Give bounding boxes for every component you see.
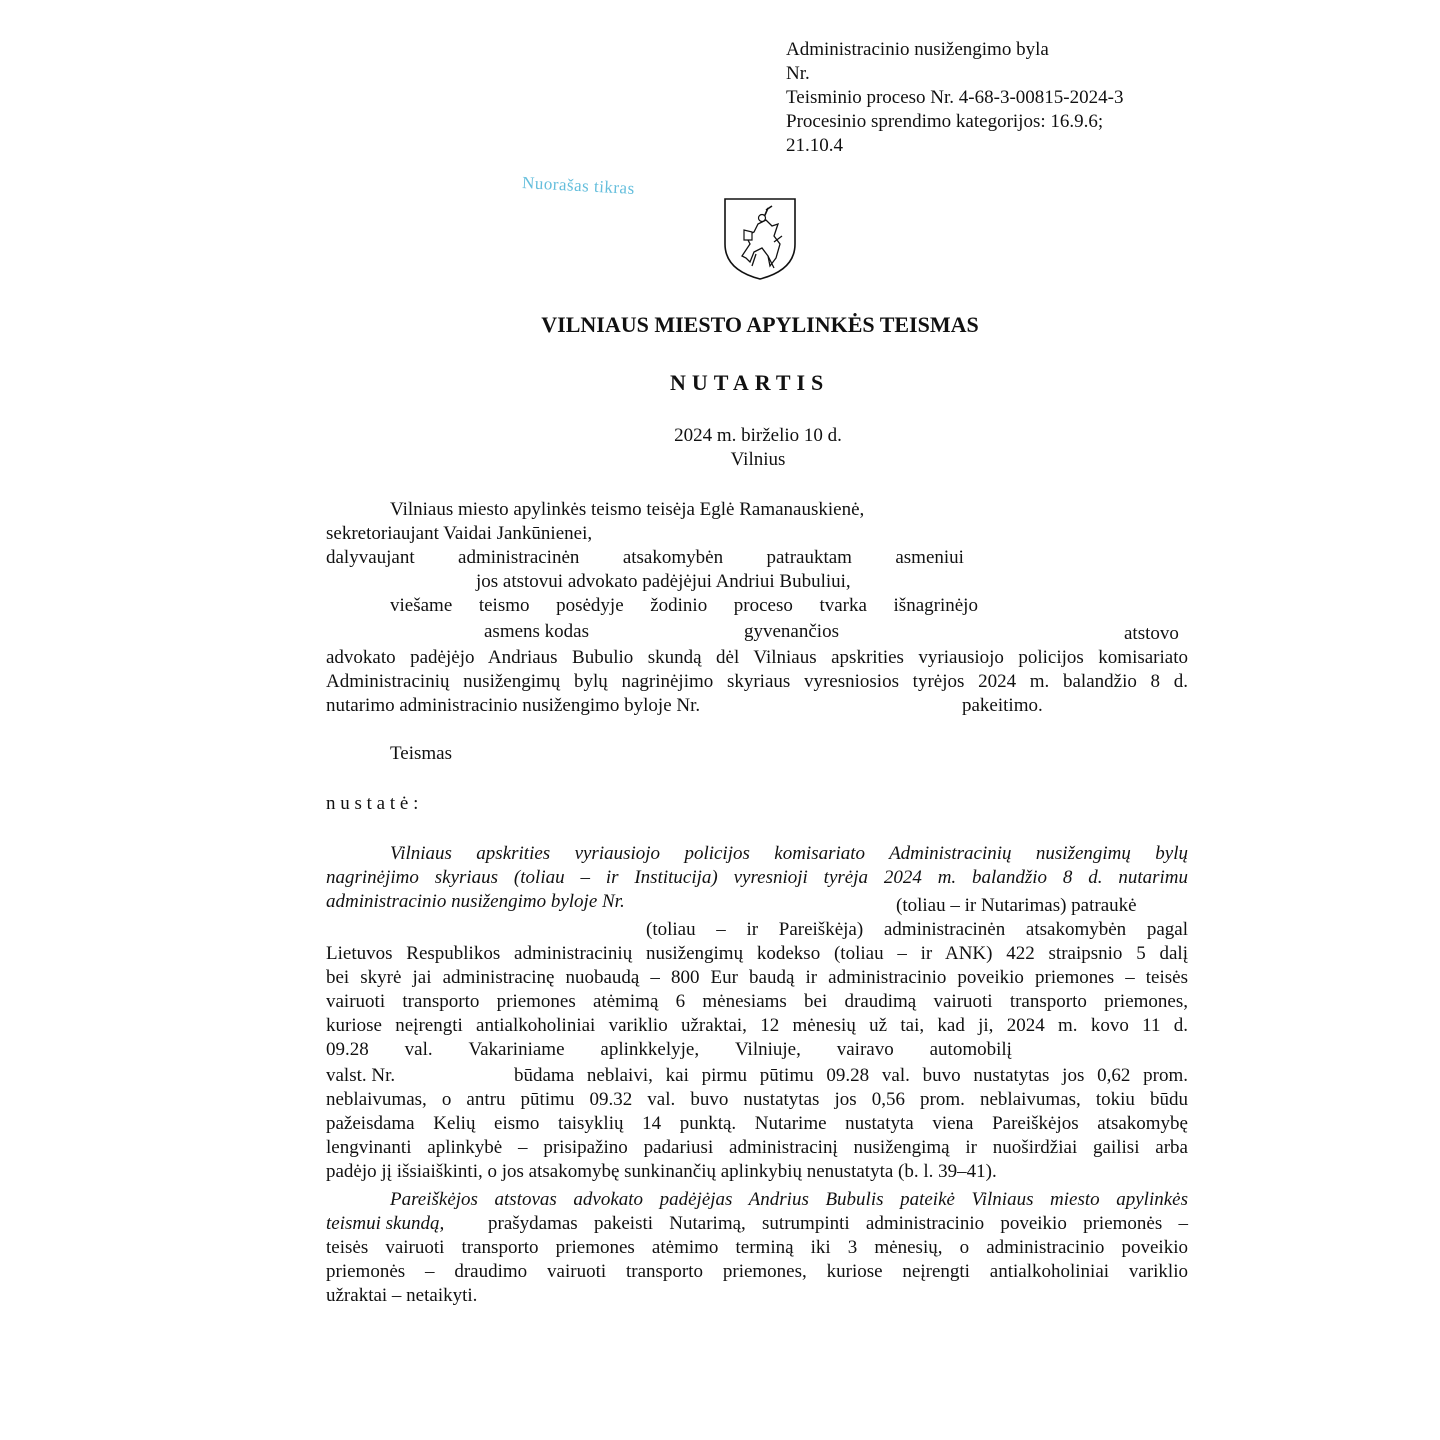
teismas-label: Teismas xyxy=(390,743,452,764)
p1-line-9 xyxy=(326,1038,1012,1062)
intro-line-1: Vilniaus miesto apylinkės teismo teisėja Eglė Ramanauskienė, xyxy=(390,499,865,520)
intro-word: tvarka xyxy=(819,595,867,616)
p2-line-3: teisės vairuoti transporto priemones atėmimo terminą iki 3 mėnesių, o administracinio poveikio xyxy=(326,1237,1188,1258)
intro-word: asmeniui xyxy=(895,547,964,568)
certified-copy-stamp: Nuorašas tikras xyxy=(521,173,636,198)
p1-line-3-a: administracinio nusižengimo byloje Nr. xyxy=(326,891,625,912)
p1-line-1: Vilniaus apskrities vyriausiojo policijos komisariato Administracinių nusižengimų bylų xyxy=(390,843,1188,864)
intro-word: dalyvaujant xyxy=(326,547,415,568)
court-name xyxy=(0,312,1440,338)
p1-line-10-a: valst. Nr. xyxy=(326,1065,396,1086)
document-date: 2024 m. birželio 10 d. xyxy=(674,425,842,446)
intro-line-8: Administracinių nusižengimų bylų nagrinėjimo skyriaus vyresniosios tyrėjos 2024 m. balandžio 8 d. xyxy=(326,671,1188,692)
intro-line-2: sekretoriaujant Vaidai Jankūnienei, xyxy=(326,523,593,544)
p1-line-5: Lietuvos Respublikos administracinių nusižengimų kodekso (toliau – ir ANK) 422 straipsnio 5 dalį xyxy=(326,943,1188,964)
p1-word: vairavo xyxy=(836,1039,894,1060)
p2-line-2-rest: prašydamas pakeisti Nutarimą, sutrumpinti administracinio poveikio priemonės – xyxy=(488,1213,1188,1234)
p1-word: automobilį xyxy=(929,1039,1012,1060)
category-line-2: 21.10.4 xyxy=(786,135,843,156)
intro-line-4: jos atstovui advokato padėjėjui Andriui Bubuliui, xyxy=(476,571,851,592)
p1-line-3-b: (toliau – ir Nutarimas) patraukė xyxy=(896,895,1137,916)
intro-line-5 xyxy=(390,594,978,618)
p1-line-2: nagrinėjimo skyriaus (toliau – ir Institucija) vyresnioji tyrėja 2024 m. balandžio 8 d. nutarimu xyxy=(326,867,1188,888)
intro-word: viešame xyxy=(390,595,453,616)
p1-line-13: lengvinanti aplinkybė – prisipažino padariusi administracinį nusižengimą ir nuoširdžiai gailisi arba xyxy=(326,1137,1188,1158)
case-number-label: Nr. xyxy=(786,63,810,84)
intro-word: posėdyje xyxy=(556,595,624,616)
case-header xyxy=(786,38,1123,158)
intro-word: teismo xyxy=(478,595,530,616)
p2-line-2-italic: teismui skundą, xyxy=(326,1213,445,1234)
p1-line-7: vairuoti transporto priemones atėmimą 6 mėnesiams bei draudimą vairuoti transporto priemones, xyxy=(326,991,1188,1012)
p2-line-2 xyxy=(326,1212,1188,1236)
intro-line-7: advokato padėjėjo Andriaus Bubulio skundą dėl Vilniaus apskrities vyriausiojo policijos komisariato xyxy=(326,647,1188,668)
p1-line-6: bei skyrė jai administracinę nuobaudą – 800 Eur baudą ir administracinio poveikio priemones – teisės xyxy=(326,967,1188,988)
intro-word: patrauktam xyxy=(766,547,852,568)
p1-word: aplinkkelyje, xyxy=(600,1039,700,1060)
p1-line-8: kuriose neįrengti antialkoholiniai variklio užraktai, 12 mėnesių už tai, kad ji, 2024 m. kovo 11 d. xyxy=(326,1015,1188,1036)
intro-word: atsakomybėn xyxy=(622,547,724,568)
p1-word: Vilniuje, xyxy=(734,1039,801,1060)
case-label: Administracinio nusižengimo byla xyxy=(786,39,1049,60)
coat-of-arms-icon xyxy=(722,196,798,282)
p2-line-4: priemonės – draudimo vairuoti transporto priemones, kuriose neįrengti antialkoholiniai variklio xyxy=(326,1261,1188,1282)
court-name-text: VILNIAUS MIESTO APYLINKĖS TEISMAS xyxy=(541,312,979,337)
intro-word: išnagrinėjo xyxy=(893,595,978,616)
intro-line-3 xyxy=(326,546,964,570)
intro-word: žodinio xyxy=(650,595,708,616)
p1-line-14: padėjo jį išsiaiškinti, o jos atsakomybę sunkinančių aplinkybių nenustatyta (b. l. 39–41). xyxy=(326,1161,997,1182)
p1-word: val. xyxy=(404,1039,433,1060)
category-line-1: Procesinio sprendimo kategorijos: 16.9.6; xyxy=(786,111,1104,132)
process-number: Teisminio proceso Nr. 4-68-3-00815-2024-3 xyxy=(786,87,1124,108)
intro-line-9-a: nutarimo administracinio nusižengimo byloje Nr. xyxy=(326,695,701,716)
intro-line-6-c: atstovo xyxy=(1124,623,1179,644)
p2-line-1: Pareiškėjos atstovas advokato padėjėjas Andrius Bubulis pateikė Vilniaus miesto apylinkės xyxy=(390,1189,1188,1210)
intro-line-9-b: pakeitimo. xyxy=(962,695,1043,716)
p1-word: 09.28 xyxy=(326,1039,369,1060)
p2-line-5: užraktai – netaikyti. xyxy=(326,1285,478,1306)
p1-line-10-b: būdama neblaivi, kai pirmu pūtimu 09.28 val. buvo nustatytas jos 0,62 prom. xyxy=(514,1065,1188,1086)
nustate-label: n u s t a t ė : xyxy=(326,793,419,814)
p1-line-11: neblaivumas, o antru pūtimu 09.32 val. buvo nustatytas jos 0,56 prom. neblaivumas, tokiu būdu xyxy=(326,1089,1188,1110)
intro-line-6-b: gyvenančios xyxy=(744,621,839,642)
intro-word: administracinėn xyxy=(458,547,580,568)
p1-line-12: pažeisdama Kelių eismo taisyklių 14 punktą. Nutarime nustatyta viena Pareiškėjos atsakomybę xyxy=(326,1113,1188,1134)
intro-line-6-a: asmens kodas xyxy=(484,621,590,642)
document-place: Vilnius xyxy=(730,449,786,470)
document-title: NUTARTIS xyxy=(670,370,830,395)
intro-word: proceso xyxy=(733,595,793,616)
p1-line-4: (toliau – ir Pareiškėja) administracinėn atsakomybėn pagal xyxy=(646,919,1188,940)
p1-word: Vakariniame xyxy=(468,1039,565,1060)
